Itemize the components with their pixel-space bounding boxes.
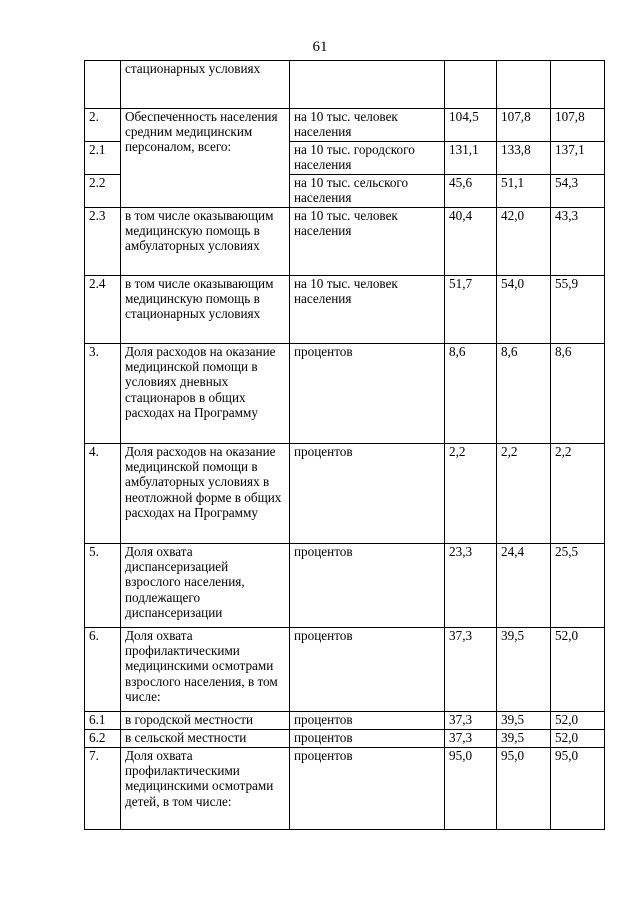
indicator-name: Доля охвата диспансеризацией взрослого населения, подлежащего диспансеризации <box>121 544 290 628</box>
unit-cell <box>290 61 445 109</box>
value-year-1: 51,7 <box>445 276 497 344</box>
value-year-2: 95,0 <box>497 748 551 830</box>
value-year-1: 95,0 <box>445 748 497 830</box>
indicators-table <box>84 60 605 830</box>
unit-cell: процентов <box>290 748 445 830</box>
row-number: 7. <box>85 748 121 830</box>
row-number: 6.1 <box>85 712 121 730</box>
value-year-1: 8,6 <box>445 344 497 444</box>
row-number: 2. <box>85 109 121 142</box>
indicator-name: Доля охвата профилактическими медицинскими осмотрами взрослого населения, в том числе: <box>121 628 290 712</box>
row-number: 4. <box>85 444 121 544</box>
indicator-name: Доля охвата профилактическими медицинскими осмотрами детей, в том числе: <box>121 748 290 830</box>
value-year-1: 37,3 <box>445 730 497 748</box>
indicator-name: Доля расходов на оказание медицинской помощи в амбулаторных условиях в неотложной форме в общих расходах на Программу <box>121 444 290 544</box>
value-year-3: 52,0 <box>551 628 605 712</box>
table-row <box>85 712 605 730</box>
table-row <box>85 109 605 142</box>
unit-cell: процентов <box>290 544 445 628</box>
value-year-2: 8,6 <box>497 344 551 444</box>
value-year-2: 107,8 <box>497 109 551 142</box>
unit-cell: на 10 тыс. человек населения <box>290 109 445 142</box>
unit-cell: на 10 тыс. городского населения <box>290 142 445 175</box>
page-number: 61 <box>312 39 328 55</box>
value-year-3: 8,6 <box>551 344 605 444</box>
table-row <box>85 344 605 444</box>
table-row <box>85 730 605 748</box>
value-year-1 <box>445 61 497 109</box>
unit-cell: на 10 тыс. сельского населения <box>290 175 445 208</box>
value-year-3: 52,0 <box>551 712 605 730</box>
table-row <box>85 544 605 628</box>
value-year-3: 2,2 <box>551 444 605 544</box>
row-number: 2.1 <box>85 142 121 175</box>
unit-cell: процентов <box>290 628 445 712</box>
value-year-2: 39,5 <box>497 628 551 712</box>
value-year-2: 39,5 <box>497 712 551 730</box>
value-year-3 <box>551 61 605 109</box>
value-year-3: 95,0 <box>551 748 605 830</box>
value-year-2: 2,2 <box>497 444 551 544</box>
indicator-name: стационарных условиях <box>121 61 290 109</box>
indicator-name: в городской местности <box>121 712 290 730</box>
value-year-1: 2,2 <box>445 444 497 544</box>
table-row <box>85 61 605 109</box>
value-year-2: 24,4 <box>497 544 551 628</box>
value-year-1: 37,3 <box>445 628 497 712</box>
value-year-1: 40,4 <box>445 208 497 276</box>
value-year-3: 52,0 <box>551 730 605 748</box>
indicator-name: в сельской местности <box>121 730 290 748</box>
row-number: 6.2 <box>85 730 121 748</box>
unit-cell: процентов <box>290 444 445 544</box>
value-year-1: 104,5 <box>445 109 497 142</box>
value-year-2: 51,1 <box>497 175 551 208</box>
row-number: 2.2 <box>85 175 121 208</box>
value-year-3: 55,9 <box>551 276 605 344</box>
unit-cell: процентов <box>290 344 445 444</box>
table-row <box>85 276 605 344</box>
value-year-3: 54,3 <box>551 175 605 208</box>
value-year-1: 131,1 <box>445 142 497 175</box>
row-number: 2.3 <box>85 208 121 276</box>
indicator-name: в том числе оказывающим медицинскую помощь в стационарных условиях <box>121 276 290 344</box>
table-row <box>85 628 605 712</box>
indicator-name: Обеспеченность населения средним медицинским персоналом, всего: <box>121 109 290 208</box>
row-number: 6. <box>85 628 121 712</box>
unit-cell: на 10 тыс. человек населения <box>290 276 445 344</box>
unit-cell: процентов <box>290 712 445 730</box>
value-year-3: 137,1 <box>551 142 605 175</box>
row-number: 2.4 <box>85 276 121 344</box>
unit-cell: процентов <box>290 730 445 748</box>
value-year-3: 107,8 <box>551 109 605 142</box>
row-number <box>85 61 121 109</box>
table-row <box>85 444 605 544</box>
value-year-1: 23,3 <box>445 544 497 628</box>
value-year-2: 39,5 <box>497 730 551 748</box>
value-year-2: 133,8 <box>497 142 551 175</box>
value-year-1: 37,3 <box>445 712 497 730</box>
unit-cell: на 10 тыс. человек населения <box>290 208 445 276</box>
value-year-2: 54,0 <box>497 276 551 344</box>
value-year-2: 42,0 <box>497 208 551 276</box>
row-number: 3. <box>85 344 121 444</box>
table-row <box>85 208 605 276</box>
value-year-1: 45,6 <box>445 175 497 208</box>
value-year-3: 25,5 <box>551 544 605 628</box>
row-number: 5. <box>85 544 121 628</box>
indicator-name: в том числе оказывающим медицинскую помощь в амбулаторных условиях <box>121 208 290 276</box>
indicator-name: Доля расходов на оказание медицинской помощи в условиях дневных стационаров в общих расходах на Программу <box>121 344 290 444</box>
value-year-2 <box>497 61 551 109</box>
value-year-3: 43,3 <box>551 208 605 276</box>
table-row <box>85 748 605 830</box>
